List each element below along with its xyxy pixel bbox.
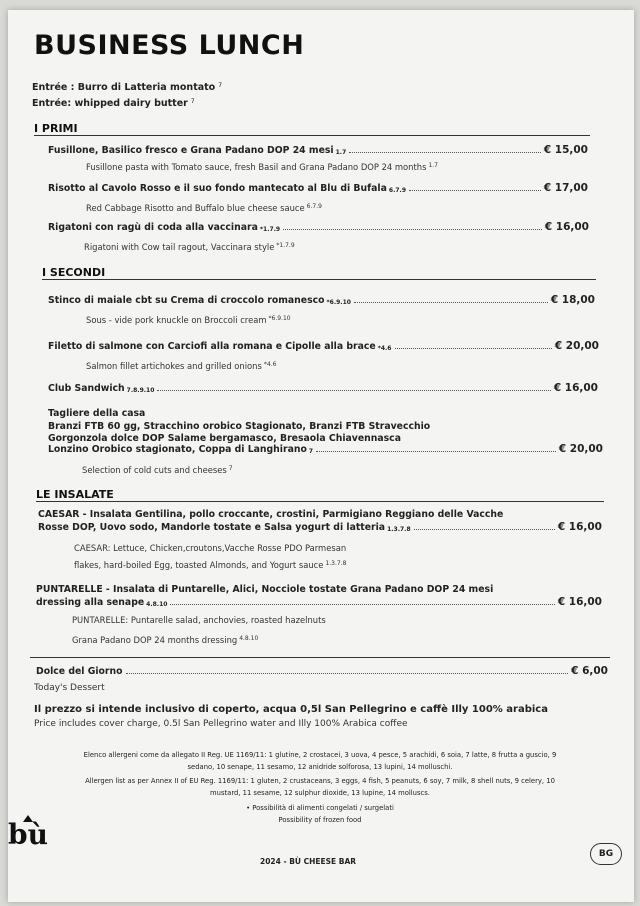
item-translation: Today's Dessert — [34, 683, 105, 693]
menu-item: Fusillone, Basilico fresco e Grana Padano DOP 24 mesi 1.7 € 15,00 — [48, 144, 588, 156]
logo-triangle-icon — [23, 815, 33, 822]
price-note-en: Price includes cover charge, 0.5l San Pellegrino water and Illy 100% Arabica coffee — [34, 719, 408, 729]
item-translation: Fusillone pasta with Tomato sauce, fresh Basil and Grana Padano DOP 24 months $^{1.7}$ — [86, 162, 438, 172]
item-price: € 20,00 — [558, 443, 603, 455]
caesar-line1: CAESAR - Insalata Gentilina, pollo croccante, crostini, Parmigiano Reggiano delle Vacche — [38, 509, 504, 520]
item-translation: Grana Padano DOP 24 months dressing $^{4.8.10}$ — [72, 635, 259, 645]
item-price: € 17,00 — [543, 182, 588, 194]
divider — [30, 657, 610, 658]
menu-item: Club Sandwich 7.8.9.10 € 16,00 — [48, 382, 598, 394]
menu-item: Filetto di salmone con Carciofi alla romana e Cipolle alla brace *4.6 € 20,00 — [48, 340, 599, 352]
item-price: € 16,00 — [557, 596, 602, 608]
item-translation: CAESAR: Lettuce, Chicken,croutons,Vacche Rosse PDO Parmesan — [74, 543, 347, 553]
section-primi-heading: I PRIMI — [34, 122, 78, 135]
menu-title: BUSINESS LUNCH — [34, 30, 305, 61]
menu-item: Stinco di maiale cbt su Crema di croccolo romanesco *6.9.10 € 18,00 — [48, 294, 595, 306]
item-translation: Rigatoni with Cow tail ragout, Vaccinara style $^{*1.7.9}$ — [84, 242, 295, 252]
divider — [42, 279, 596, 280]
item-price: € 16,00 — [553, 382, 598, 394]
item-translation: Selection of cold cuts and cheeses $^7$ — [82, 465, 233, 475]
menu-item: Lonzino Orobico stagionato, Coppa di Langhirano 7 € 20,00 — [48, 443, 603, 455]
item-translation: PUNTARELLE: Puntarelle salad, anchovies, roasted hazelnuts — [72, 615, 326, 625]
menu-item: dressing alla senape 4.8.10 € 16,00 — [36, 596, 602, 608]
item-price: € 16,00 — [557, 521, 602, 533]
bu-logo: bù — [8, 818, 48, 851]
menu-item: Rigatoni con ragù di coda alla vaccinara *1.7.9 € 16,00 — [48, 221, 589, 233]
item-price: € 18,00 — [550, 294, 595, 306]
price-note-it: Il prezzo si intende inclusivo di coperto, acqua 0,5l San Pellegrino e caffè Illy 100% arabica — [34, 704, 548, 715]
puntarelle-line1: PUNTARELLE - Insalata di Puntarelle, Alici, Nocciole tostate Grana Padano DOP 24 mesi — [36, 584, 494, 595]
menu-item-dessert: Dolce del Giorno € 6,00 — [36, 665, 608, 677]
item-translation: Sous - vide pork knuckle on Broccoli cream $^{*6.9.10}$ — [86, 315, 291, 325]
allergens-note: Elenco allergeni come da allegato II Reg. UE 1169/11: 1 glutine, 2 crostacei, 3 uova, 4 pesce, 5 arachidi, 6 soia, 7 latte, 8 frutta a guscio, 9 sedano, 10 senape, 11 sesamo, 12 anidride solforosa, 13 lupini, 14 molluschi. Allergen list as per Annex II of EU Reg. 1169/11: 1 gluten, 2 crustaceans, 3 eggs, 4 fish, 5 peanuts, 6 soy, 7 milk, 8 shell nuts, 9 celery, 10 mustard, 11 sesame, 12 sulphur dioxide, 13 lupine, 14 molluscs. • Possibilità di alimenti congelati / surgelati Possibility of frozen food — [83, 751, 557, 824]
footer-copyright: 2024 - BÙ CHEESE BAR — [260, 857, 357, 866]
item-price: € 6,00 — [571, 665, 608, 677]
entree-it: Entrée : Burro di Latteria montato $^7$ — [32, 82, 223, 93]
divider — [34, 135, 590, 136]
entree-en: Entrée: whipped dairy butter $^7$ — [32, 98, 195, 109]
item-translation: Red Cabbage Risotto and Buffalo blue cheese sauce $^{6.7.9}$ — [86, 203, 322, 213]
item-translation: flakes, hard-boiled Egg, toasted Almonds, and Yogurt sauce $^{1.3.7.8}$ — [74, 560, 347, 570]
menu-item: Risotto al Cavolo Rosso e il suo fondo mantecato al Blu di Bufala 6.7.9 € 17,00 — [48, 182, 588, 194]
menu-item: Rosse DOP, Uovo sodo, Mandorle tostate e Salsa yogurt di latteria 1.3.7.8 € 16,00 — [38, 521, 602, 533]
tagliere-description: Tagliere della casa Branzi FTB 60 gg, Stracchino orobico Stagionato, Branzi FTB Stravecchio Gorgonzola dolce DOP Salame bergamasco, Bresaola Chiavennasca — [48, 408, 431, 444]
item-price: € 20,00 — [554, 340, 599, 352]
item-translation: Salmon fillet artichokes and grilled onions $^{*4.6}$ — [86, 361, 277, 371]
item-price: € 16,00 — [544, 221, 589, 233]
bg-badge-icon: BG — [590, 843, 622, 865]
item-price: € 15,00 — [543, 144, 588, 156]
divider — [36, 501, 604, 502]
section-secondi-heading: I SECONDI — [42, 266, 106, 279]
section-insalate-heading: LE INSALATE — [36, 488, 114, 501]
